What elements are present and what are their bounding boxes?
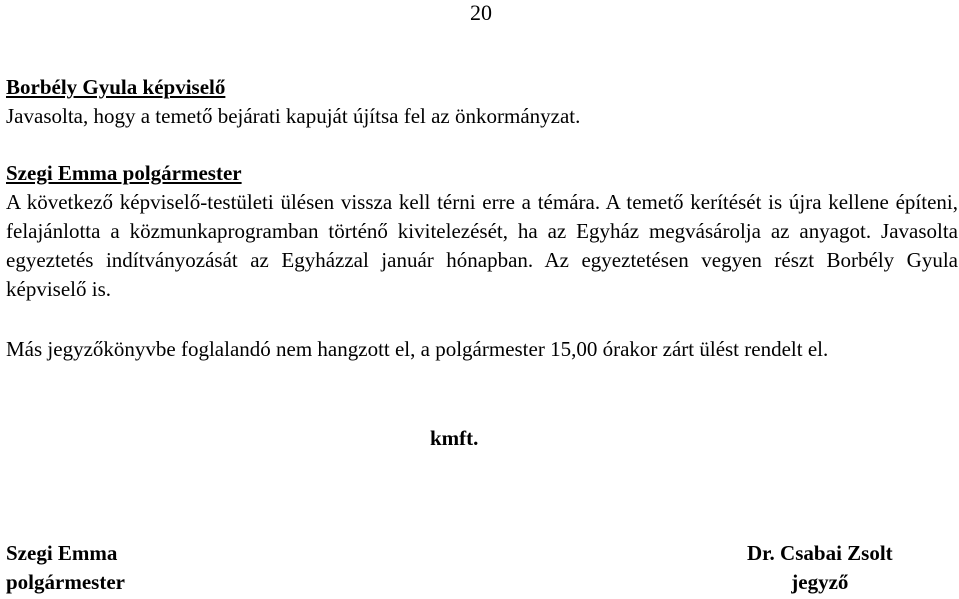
signature-right-name: Dr. Csabai Zsolt bbox=[747, 541, 893, 565]
page-number: 20 bbox=[470, 0, 492, 25]
section-szegi bbox=[6, 159, 958, 304]
speaker-heading: Borbély Gyula képviselő bbox=[6, 75, 226, 99]
section-borbely bbox=[6, 73, 958, 131]
speaker-heading: Szegi Emma polgármester bbox=[6, 161, 242, 185]
signature-right bbox=[747, 539, 893, 597]
closing-paragraph: Más jegyzőkönyvbe foglalandó nem hangzott el, a polgármester 15,00 órakor zárt ülést rendelt el. bbox=[6, 337, 829, 361]
speaker-text: A következő képviselő-testületi ülésen vissza kell térni erre a témára. A temető kerítését is újra kellene építeni, felajánlotta a közmunkaprogramban történő kivitelezését, ha az Egyház megvásárolja az anyagot. Javasolta egyeztetés indítványozását az Egyházzal január hónapban. Az egyeztetésen vegyen részt Borbély Gyula képviselő is. bbox=[6, 190, 958, 301]
signature-right-title: jegyző bbox=[791, 570, 849, 594]
signature-left bbox=[6, 539, 125, 597]
signature-left-title: polgármester bbox=[6, 570, 125, 594]
speaker-text: Javasolta, hogy a temető bejárati kapuját újítsa fel az önkormányzat. bbox=[6, 104, 581, 128]
closing-paragraph-block bbox=[6, 335, 958, 364]
kmft-mark: kmft. bbox=[430, 426, 479, 450]
signature-left-name: Szegi Emma bbox=[6, 541, 118, 565]
